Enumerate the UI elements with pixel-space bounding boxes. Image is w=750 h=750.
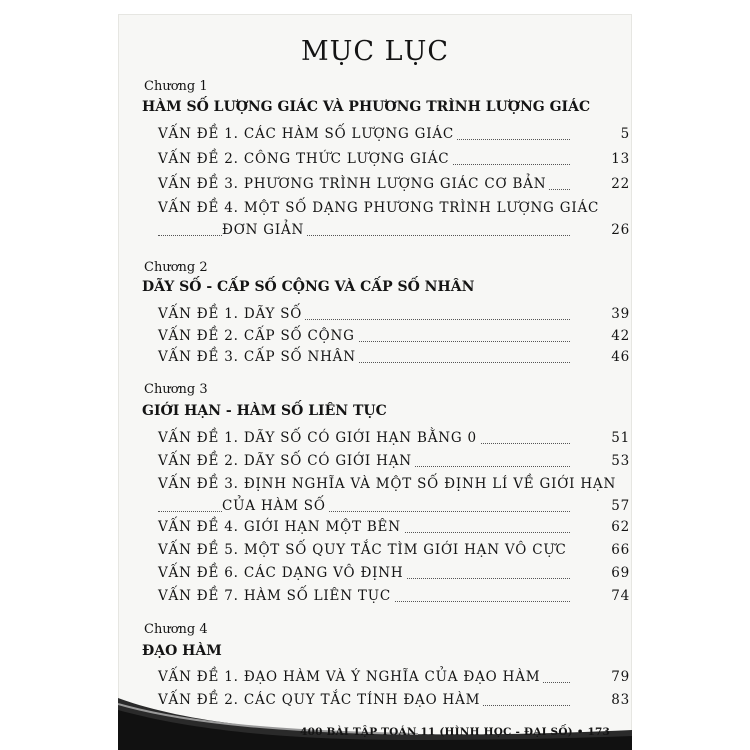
- entry-label: VẤN ĐỀ 1. DÃY SỐ CÓ GIỚI HẠN BẰNG 0: [158, 430, 480, 446]
- entry-page: 51: [611, 430, 630, 446]
- page-title: MỤC LỤC: [301, 36, 449, 67]
- entry-label: VẤN ĐỀ 3. CẤP SỐ NHÂN: [158, 349, 359, 365]
- entry-label-continued: CỦA HÀM SỐ: [222, 498, 329, 514]
- toc-entry: [158, 565, 630, 583]
- entry-label: VẤN ĐỀ 2. CÔNG THỨC LƯỢNG GIÁC: [158, 151, 452, 167]
- entry-label: VẤN ĐỀ 1. DÃY SỐ: [158, 306, 305, 322]
- entry-label: VẤN ĐỀ 3. ĐỊNH NGHĨA VÀ MỘT SỐ ĐỊNH LÍ VỀ GIỚI HẠN: [158, 476, 617, 492]
- entry-label: VẤN ĐỀ 6. CÁC DẠNG VÔ ĐỊNH: [158, 565, 406, 581]
- toc-entry: [158, 328, 630, 346]
- chapter-label: Chương 2: [144, 260, 208, 275]
- entry-page: 57: [611, 498, 630, 514]
- entry-label: VẤN ĐỀ 3. PHƯƠNG TRÌNH LƯỢNG GIÁC CƠ BẢN: [158, 176, 549, 192]
- entry-label: VẤN ĐỀ 1. ĐẠO HÀM VÀ Ý NGHĨA CỦA ĐẠO HÀM: [158, 669, 543, 685]
- toc-entry: [158, 669, 630, 687]
- entry-label: VẤN ĐỀ 2. CÁC QUY TẮC TÍNH ĐẠO HÀM: [158, 692, 483, 708]
- toc-entry: [158, 430, 630, 448]
- entry-page: 79: [611, 669, 630, 685]
- entry-page: 53: [611, 453, 630, 469]
- chapter-label: Chương 1: [144, 79, 208, 94]
- toc-entry: [158, 176, 630, 194]
- dot-leader: [158, 235, 570, 236]
- entry-page: 42: [611, 328, 630, 344]
- entry-page: 83: [611, 692, 630, 708]
- entry-page: 74: [611, 588, 630, 604]
- toc-entry: [158, 200, 630, 238]
- toc-entry: [158, 306, 630, 324]
- toc-entry: [158, 476, 630, 514]
- chapter-title: DÃY SỐ - CẤP SỐ CỘNG VÀ CẤP SỐ NHÂN: [142, 279, 475, 295]
- toc-entry: [158, 349, 630, 367]
- dot-leader: [158, 511, 570, 512]
- toc-entry: [158, 588, 630, 606]
- chapter-title: GIỚI HẠN - HÀM SỐ LIÊN TỤC: [142, 403, 387, 419]
- toc-entry: [158, 692, 630, 710]
- toc-entry: [158, 453, 630, 471]
- entry-page: 13: [611, 151, 630, 167]
- entry-label: VẤN ĐỀ 2. CẤP SỐ CỘNG: [158, 328, 358, 344]
- toc-entry: [158, 126, 630, 144]
- entry-page: 39: [611, 306, 630, 322]
- chapter-label: Chương 4: [144, 622, 208, 637]
- entry-label: VẤN ĐỀ 1. CÁC HÀM SỐ LƯỢNG GIÁC: [158, 126, 457, 142]
- entry-page: 26: [611, 222, 630, 238]
- entry-label-continued: ĐƠN GIẢN: [222, 222, 307, 238]
- entry-page: 66: [611, 542, 630, 558]
- toc-entry: [158, 519, 630, 537]
- chapter-title: ĐẠO HÀM: [142, 643, 222, 659]
- entry-page: 22: [611, 176, 630, 192]
- entry-page: 69: [611, 565, 630, 581]
- entry-page: 5: [620, 126, 630, 142]
- toc-entry: [158, 542, 630, 560]
- chapter-title: HÀM SỐ LƯỢNG GIÁC VÀ PHƯƠNG TRÌNH LƯỢNG GIÁC: [142, 99, 591, 115]
- toc-entry: [158, 151, 630, 169]
- entry-label: VẤN ĐỀ 7. HÀM SỐ LIÊN TỤC: [158, 588, 394, 604]
- entry-label: VẤN ĐỀ 2. DÃY SỐ CÓ GIỚI HẠN: [158, 453, 415, 469]
- chapter-label: Chương 3: [144, 382, 208, 397]
- entry-page: 46: [611, 349, 630, 365]
- book-page: [118, 14, 632, 750]
- page-footer: 400 BÀI TẬP TOÁN 11 (HÌNH HỌC - ĐẠI SỐ) • 173: [300, 726, 610, 738]
- entry-label: VẤN ĐỀ 4. GIỚI HẠN MỘT BÊN: [158, 519, 404, 535]
- entry-label: VẤN ĐỀ 4. MỘT SỐ DẠNG PHƯƠNG TRÌNH LƯỢNG GIÁC: [158, 200, 600, 216]
- entry-page: 62: [611, 519, 630, 535]
- entry-label: VẤN ĐỀ 5. MỘT SỐ QUY TẮC TÌM GIỚI HẠN VÔ CỰC: [158, 542, 570, 558]
